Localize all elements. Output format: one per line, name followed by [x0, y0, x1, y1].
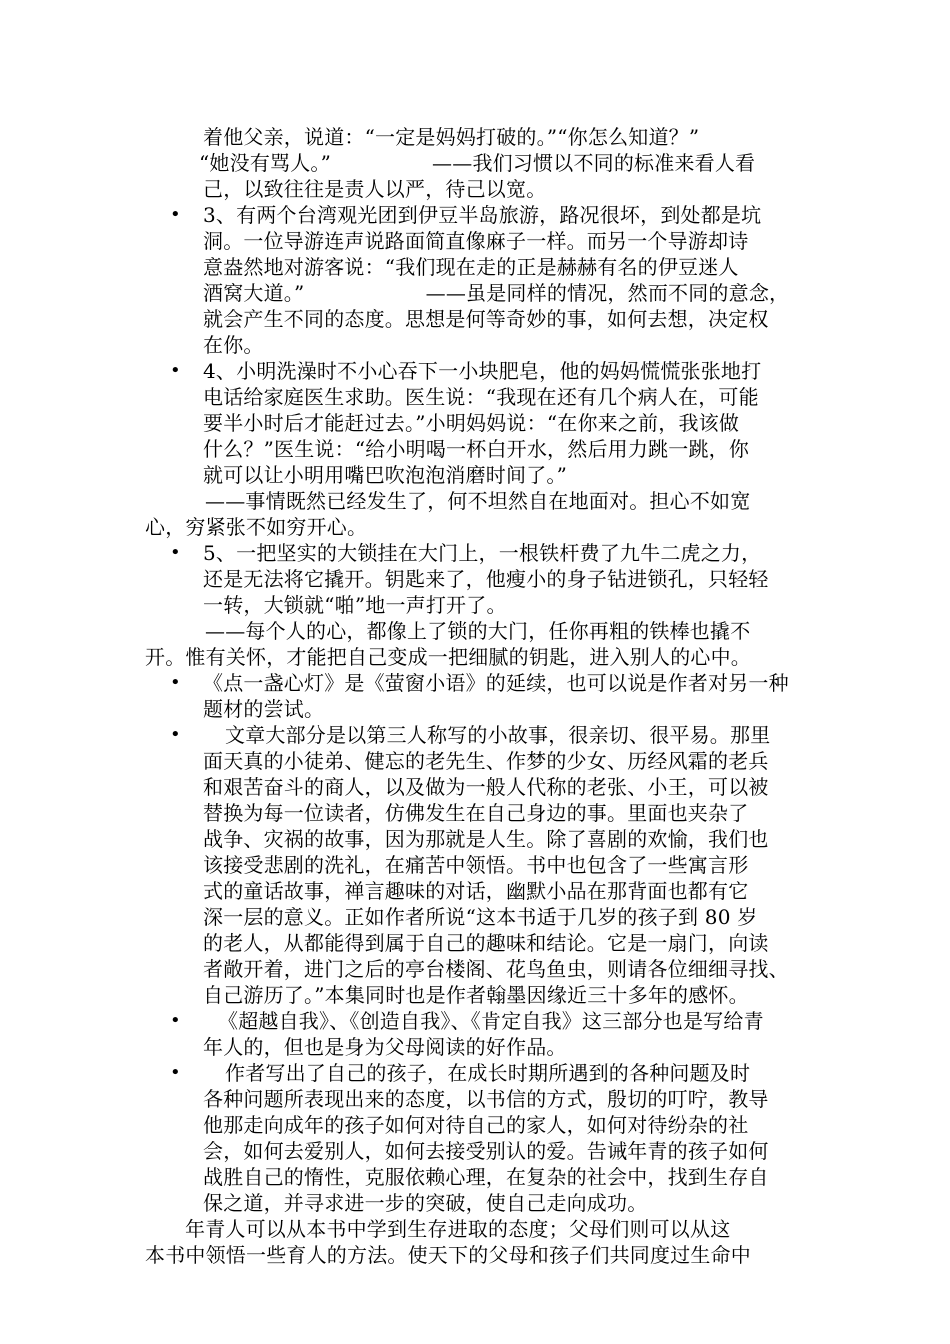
text-line: 年青人可以从本书中学到生存进取的态度；父母们则可以从这	[185, 1217, 731, 1241]
text-line: 该接受悲剧的洗礼，在痛苦中领悟。书中也包含了一些寓言形	[203, 853, 749, 877]
text-line: ——每个人的心，都像上了锁的大门，任你再粗的铁棒也撬不	[205, 619, 751, 643]
text-line: 年人的，但也是身为父母阅读的好作品。	[203, 1035, 567, 1059]
text-line: 和艰苦奋斗的商人，以及做为一般人代称的老张、小王，可以被	[203, 775, 769, 799]
bullet-icon: •	[170, 204, 181, 225]
text-line: 就可以让小明用嘴巴吹泡泡消磨时间了。”	[203, 463, 568, 487]
text-line: 者敞开着，进门之后的亭台楼阁、花鸟鱼虫，则请各位细细寻找、	[203, 957, 789, 981]
text-line: 洞。一位导游连声说路面简直像麻子一样。而另一个导游却诗	[203, 229, 749, 253]
text-line: 着他父亲，说道：“一定是妈妈打破的。”“你怎么知道？”	[203, 125, 700, 149]
text-line: “她没有骂人。” ——我们习惯以不同的标准来看人看	[199, 151, 756, 175]
text-line: 电话给家庭医生求助。医生说：“我现在还有几个病人在，可能	[203, 385, 759, 409]
text-line: 意盎然地对游客说：“我们现在走的正是赫赫有名的伊豆迷人	[203, 255, 739, 279]
text-line: 的老人，从都能得到属于自己的趣味和结论。它是一扇门，向读	[203, 931, 769, 955]
bullet-icon: •	[170, 1062, 181, 1083]
text-line: 面天真的小徒弟、健忘的老先生、作梦的少女、历经风霜的老兵	[203, 749, 769, 773]
text-line: ——事情既然已经发生了，何不坦然自在地面对。担心不如宽	[205, 489, 751, 513]
bullet-icon: •	[170, 672, 181, 693]
bullet-icon: •	[170, 542, 181, 563]
text-line: 《点一盏心灯》是《萤窗小语》的延续，也可以说是作者对另一种	[203, 671, 789, 695]
text-line: 会，如何去爱别人，如何去接受别认的爱。告诫年青的孩子如何	[203, 1139, 769, 1163]
text-line: 《超越自我》、《创造自我》、《肯定自我》这三部分也是写给青	[218, 1009, 764, 1033]
bullet-icon: •	[170, 360, 181, 381]
text-line: 在你。	[203, 333, 264, 357]
bullet-icon: •	[170, 724, 181, 745]
text-line: 式的童话故事，禅言趣味的对话，幽默小品在那背面也都有它	[203, 879, 749, 903]
text-line: 保之道，并寻求进一步的突破，使自己走向成功。	[203, 1191, 648, 1215]
text-line: 己，以致往往是责人以严，待己以宽。	[203, 177, 547, 201]
text-line: 3、有两个台湾观光团到伊豆半岛旅游，路况很坏，到处都是坑	[203, 203, 762, 227]
text-line: 自己游历了。”本集同时也是作者翰墨因缘近三十多年的感怀。	[203, 983, 749, 1007]
text-line: 什么？”医生说：“给小明喝一杯白开水，然后用力跳一跳，你	[203, 437, 750, 461]
text-line: 文章大部分是以第三人称写的小故事，很亲切、很平易。那里	[225, 723, 771, 747]
text-line: 酒窝大道。” ——虽是同样的情况，然而不同的意念，	[203, 281, 790, 305]
text-line: 心，穷紧张不如穷开心。	[145, 515, 368, 539]
text-line: 深一层的意义。正如作者所说“这本书适于几岁的孩子到 80 岁	[203, 905, 758, 929]
text-line: 5、一把坚实的大锁挂在大门上，一根铁杆费了九牛二虎之力，	[203, 541, 762, 565]
text-line: 开。惟有关怀，才能把自己变成一把细腻的钥匙，进入别人的心中。	[145, 645, 751, 669]
text-line: 题材的尝试。	[203, 697, 325, 721]
text-line: 各种问题所表现出来的态度，以书信的方式，殷切的叮咛，教导	[203, 1087, 769, 1111]
text-line: 要半小时后才能赶过去。”小明妈妈说：“在你来之前，我该做	[203, 411, 740, 435]
text-line: 替换为每一位读者，仿佛发生在自己身边的事。里面也夹杂了	[203, 801, 749, 825]
text-line: 本书中领悟一些育人的方法。使天下的父母和孩子们共同度过生命中	[145, 1243, 751, 1267]
text-line: 一转，大锁就“啪”地一声打开了。	[203, 593, 507, 617]
text-line: 就会产生不同的态度。思想是何等奇妙的事，如何去想，决定权	[203, 307, 769, 331]
text-line: 战胜自己的惰性，克服依赖心理，在复杂的社会中，找到生存自	[203, 1165, 769, 1189]
text-line: 他那走向成年的孩子如何对待自己的家人，如何对待纷杂的社	[203, 1113, 749, 1137]
text-line: 战争、灾祸的故事，因为那就是人生。除了喜剧的欢愉，我们也	[203, 827, 769, 851]
text-line: 作者写出了自己的孩子，在成长时期所遇到的各种问题及时	[225, 1061, 751, 1085]
bullet-icon: •	[170, 1010, 181, 1031]
text-line: 还是无法将它撬开。钥匙来了，他瘦小的身子钻进锁孔，只轻轻	[203, 567, 769, 591]
text-line: 4、小明洗澡时不小心吞下一小块肥皂，他的妈妈慌慌张张地打	[203, 359, 762, 383]
